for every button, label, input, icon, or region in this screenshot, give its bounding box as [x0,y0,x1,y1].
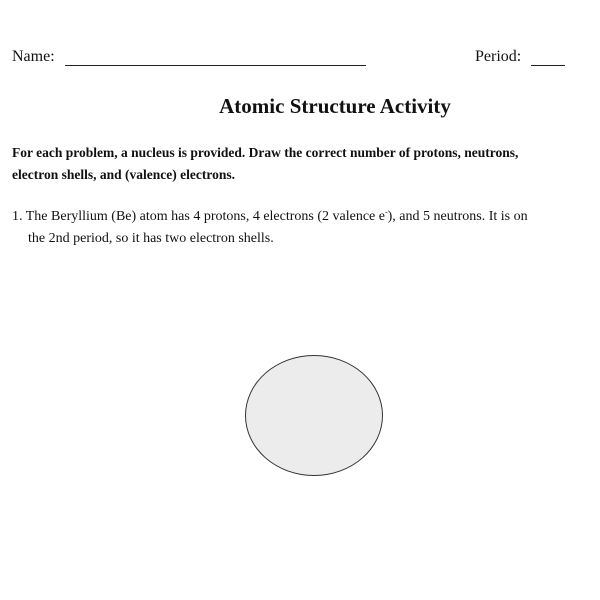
problem-1 [12,206,528,250]
page-title: Atomic Structure Activity [219,94,451,118]
problem-1-line-1 [12,206,528,228]
electron-charge-superscript: - [384,207,388,217]
problem-1-line-2: the 2nd period, so it has two electron shells. [28,231,274,246]
name-label: Name: [12,48,55,65]
period-blank-line[interactable] [531,65,565,66]
problem-1-text-a: 1. The Beryllium (Be) atom has 4 protons, 4 electrons (2 valence e [12,209,385,224]
period-label: Period: [475,48,522,65]
name-blank-line[interactable] [65,65,366,66]
instructions-line-1: For each problem, a nucleus is provided. Draw the correct number of protons, neutrons, [12,145,519,160]
problem-1-text-b: ), and 5 neutrons. It is on [387,209,528,224]
instructions-line-2: electron shells, and (valence) electrons. [12,167,235,182]
nucleus-circle [245,355,383,476]
instructions [12,142,600,186]
